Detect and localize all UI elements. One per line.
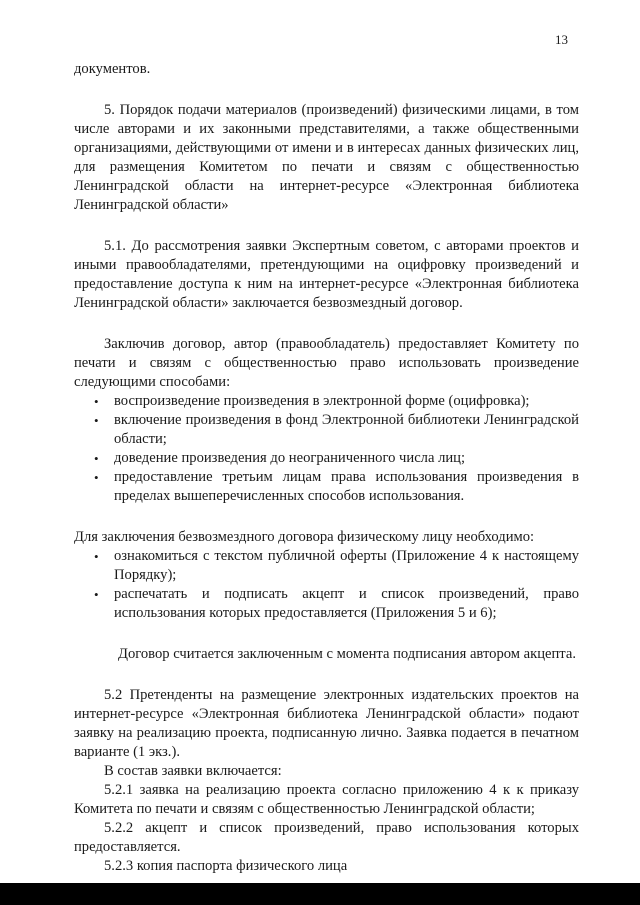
document-body (74, 60, 579, 876)
paragraph-5-2-1: 5.2.1 заявка на реализацию проекта согласно приложению 4 к к приказу Комитета по печати и связям с общественностью Ленинградской области; (74, 782, 579, 817)
list-item: • предоставление третьим лицам права использования произведения в пределах вышеперечисленных способов использования. (74, 468, 579, 506)
paragraph-rights: Заключив договор, автор (правообладатель) предоставляет Комитету по печати и связям с общественностью право использовать произведение следующими способами: (74, 336, 579, 390)
list-item: • распечатать и подписать акцепт и список произведений, право использования которых предоставляется (Приложения 5 и 6); (74, 585, 579, 623)
paragraph-continuation: документов. (74, 61, 151, 77)
paragraph-5-1: 5.1. До рассмотрения заявки Экспертным советом, с авторами проектов и иными правообладателями, претендующими на оцифровку произведений и предоставление доступа к ним на интернет-ресурсе «Электронная библиотека Ленинградской области» заключается безвозмездный договор. (74, 238, 579, 311)
list-item: • включение произведения в фонд Электронной библиотеки Ленинградской области; (74, 411, 579, 449)
scan-bottom-border (0, 883, 640, 905)
page-number: 13 (555, 32, 568, 47)
paragraph-5-2-2: 5.2.2 акцепт и список произведений, право использования которых предоставляется. (74, 820, 579, 855)
paragraph-contract-concluded: Договор считается заключенным с момента подписания автором акцепта. (118, 646, 576, 662)
paragraph-requirements: Для заключения безвозмездного договора физическому лицу необходимо: (74, 529, 535, 545)
paragraph-5-2: 5.2 Претенденты на размещение электронных издательских проектов на интернет-ресурсе «Электронная библиотека Ленинградской области» подают заявку на реализацию проекта, подписанную лично. Заявка подается в печатном варианте (1 экз.). (74, 687, 579, 760)
list-item: • воспроизведение произведения в электронной форме (оцифровка); (74, 392, 579, 411)
paragraph-application-contents: В состав заявки включается: (104, 763, 282, 779)
rights-list (74, 392, 579, 506)
section-5-heading: 5. Порядок подачи материалов (произведений) физическими лицами, в том числе авторами и их законными представителями, а также общественными организациями, действующими от имени и в интересах данных физических лиц, для размещения Комитетом по печати и связям с общественностью Ленинградской области на интернет-ресурсе «Электронная библиотека Ленинградской области» (74, 102, 579, 213)
list-item: • ознакомиться с текстом публичной оферты (Приложение 4 к настоящему Порядку); (74, 547, 579, 585)
paragraph-5-2-3: 5.2.3 копия паспорта физического лица (104, 858, 348, 874)
list-item: • доведение произведения до неограниченного числа лиц; (74, 449, 579, 468)
requirements-list (74, 547, 579, 623)
